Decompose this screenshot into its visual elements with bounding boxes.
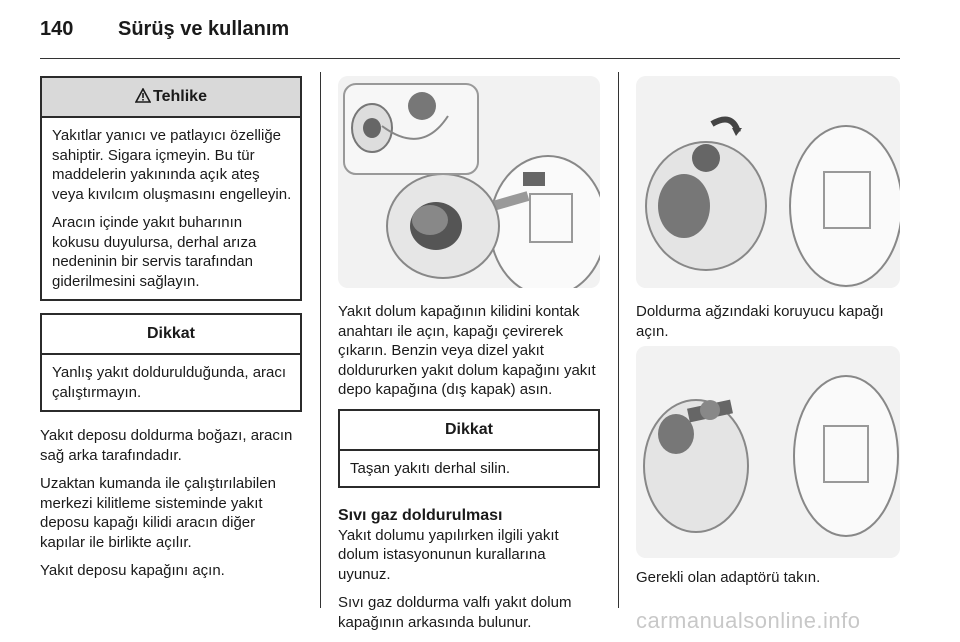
section-heading: Sıvı gaz doldurulması bbox=[338, 507, 503, 524]
column-1 bbox=[40, 76, 302, 590]
adapter-illustration bbox=[636, 346, 900, 558]
column-divider-right bbox=[618, 72, 619, 608]
column-3-caption-1 bbox=[636, 302, 900, 350]
caption-text: Doldurma ağzındaki koruyucu kapağı açın. bbox=[636, 303, 884, 340]
page-title: Sürüş ve kullanım bbox=[118, 18, 290, 40]
body-paragraph: Yakıt deposu kapağını açın. bbox=[40, 562, 225, 579]
warning-triangle-icon bbox=[135, 88, 151, 103]
danger-box-header bbox=[42, 78, 300, 118]
notice-text: Yanlış yakıt doldurulduğunda, aracı çalıştırmayın. bbox=[52, 364, 287, 401]
watermark: carmanualsonline.info bbox=[636, 608, 861, 633]
danger-paragraph: Yakıtlar yanıcı ve patlayıcı özelliğe sahiptir. Sigara içmeyin. Bu tür maddelerin yakınında açık ateş veya kıvılcım oluşmasını engelleyin. bbox=[52, 127, 292, 203]
fuel-cap-illustration bbox=[338, 76, 600, 288]
danger-paragraph: Aracın içinde yakıt buharının kokusu duyulursa, derhal arıza nedeninin bir servis tarafından giderilmesini sağlayın. bbox=[52, 214, 257, 290]
notice-box-header: Dikkat bbox=[42, 315, 300, 355]
danger-box-body bbox=[42, 118, 300, 299]
caption-text: Yakıt dolum kapağının kilidini kontak anahtarı ile açın, kapağı çevirerek çıkarın. Benzin veya dizel yakıt doldururken yakıt dolum kapağını yakıt depo kapağına (dış kapak) asın. bbox=[338, 303, 596, 398]
body-paragraph: Yakıt deposu doldurma boğazı, aracın sağ arka tarafındadır. bbox=[40, 427, 293, 464]
notice-box-2-header: Dikkat bbox=[340, 411, 598, 451]
caption-text: Gerekli olan adaptörü takın. bbox=[636, 569, 821, 586]
page-number: 140 bbox=[40, 18, 74, 40]
body-text bbox=[40, 426, 302, 581]
column-divider-left bbox=[320, 72, 321, 608]
top-rule bbox=[40, 58, 900, 59]
protective-cap-illustration bbox=[636, 76, 900, 288]
danger-box-title: Tehlike bbox=[153, 88, 207, 105]
notice-box bbox=[40, 313, 302, 412]
body-paragraph: Uzaktan kumanda ile çalıştırılabilen merkezi kilitleme sisteminde yakıt deposu kapağı kilidi aracın diğer kapılar ile birlikte açılır. bbox=[40, 475, 276, 551]
notice-text: Taşan yakıtı derhal silin. bbox=[350, 459, 511, 477]
lpg-text bbox=[338, 526, 600, 633]
notice-box-2 bbox=[338, 409, 600, 489]
column-2 bbox=[338, 302, 600, 641]
body-paragraph: Yakıt dolumu yapılırken ilgili yakıt dolum istasyonunun kurallarına uyunuz. bbox=[338, 526, 559, 583]
notice-box-body bbox=[42, 355, 300, 410]
body-paragraph: Sıvı gaz doldurma valfı yakıt dolum kapağının arkasında bulunur. bbox=[338, 594, 572, 631]
caption-fuel-cap bbox=[338, 302, 600, 400]
notice-box-2-body bbox=[340, 451, 598, 487]
lpg-section bbox=[338, 506, 600, 632]
column-3-caption-2 bbox=[636, 568, 900, 597]
danger-box bbox=[40, 76, 302, 301]
